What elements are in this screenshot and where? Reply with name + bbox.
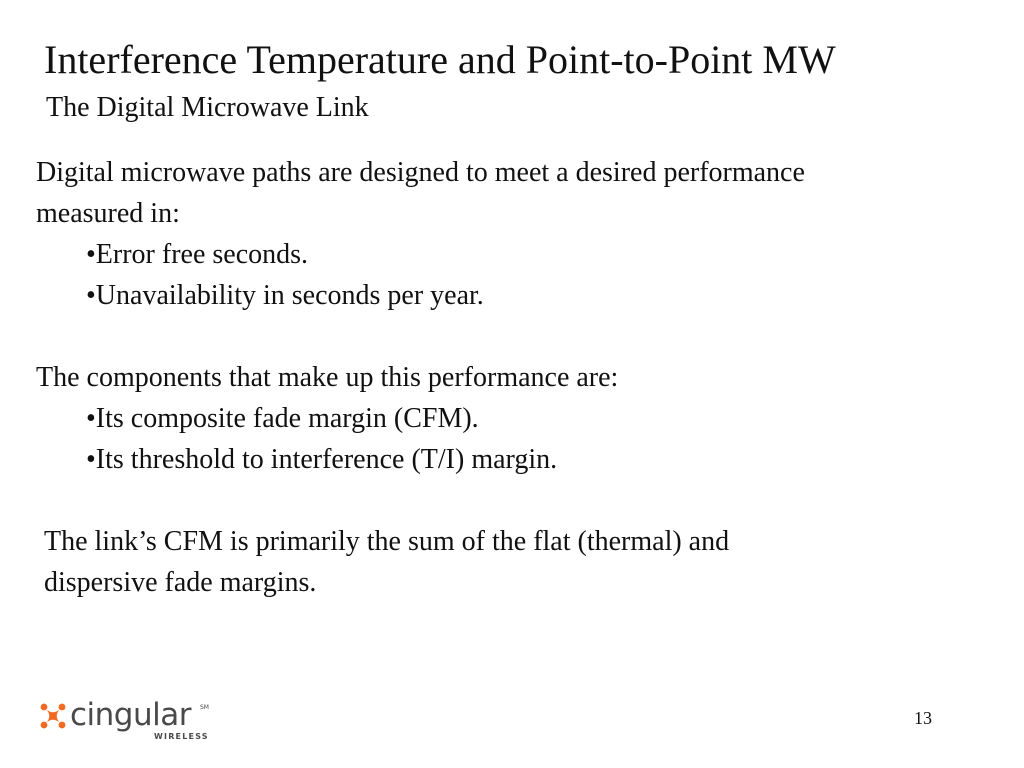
bullet-item: •Its threshold to interference (T/I) margin. xyxy=(86,444,558,475)
components-block xyxy=(36,357,996,480)
bullet-item: •Error free seconds. xyxy=(86,239,309,270)
performance-bullet-list xyxy=(36,234,996,316)
slide-subtitle: The Digital Microwave Link xyxy=(46,92,369,123)
bullet-item: •Its composite fade margin (CFM). xyxy=(86,403,479,434)
performance-block xyxy=(36,152,996,316)
slide-title: Interference Temperature and Point-to-Point MW xyxy=(44,37,836,82)
logo-trademark: SM xyxy=(200,704,209,711)
bullet-item: •Unavailability in seconds per year. xyxy=(86,280,484,311)
logo-wordmark: cingular xyxy=(70,697,191,733)
cfm-block xyxy=(44,521,924,603)
page-number: 13 xyxy=(914,708,932,728)
cingular-logo xyxy=(40,696,220,744)
cfm-line-1: The link’s CFM is primarily the sum of the flat (thermal) and xyxy=(44,526,730,557)
cingular-jack-icon xyxy=(40,703,66,729)
logo-subtext: WIRELESS xyxy=(154,732,209,741)
performance-intro-line-1: Digital microwave paths are designed to meet a desired performance xyxy=(36,157,805,188)
performance-intro-line-2: measured in: xyxy=(36,198,180,229)
components-bullet-list xyxy=(36,398,996,480)
components-intro: The components that make up this performance are: xyxy=(36,362,619,393)
cfm-line-2: dispersive fade margins. xyxy=(44,567,317,598)
